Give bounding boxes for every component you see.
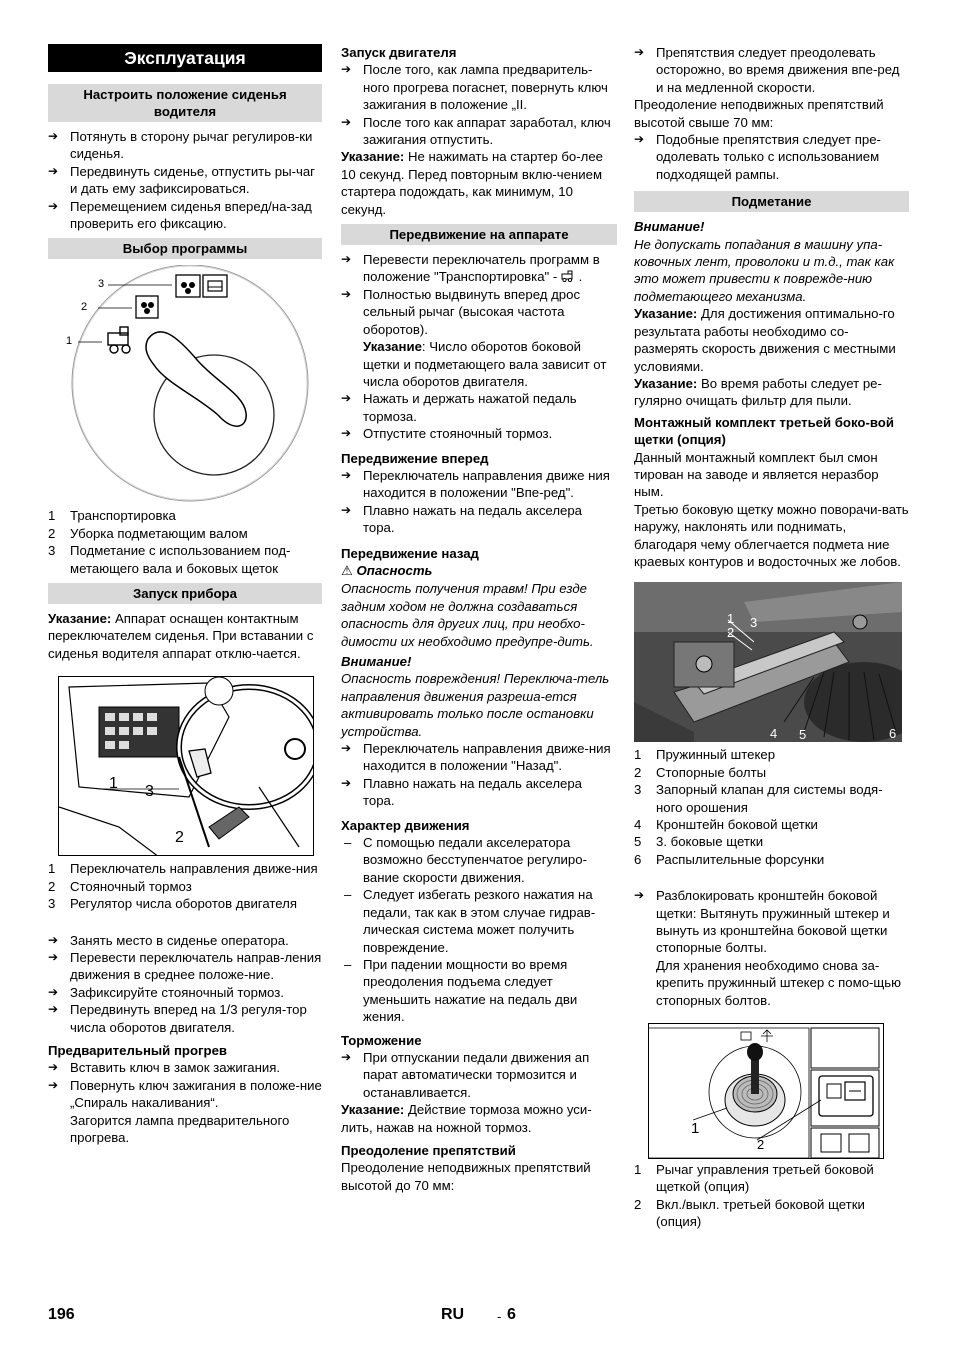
- braking-note: Указание: Действие тормоза можно уси-лить, нажав на ножной тормоз.: [341, 1102, 592, 1135]
- brush-legend-4: 4 Кронштейн боковой щетки: [634, 817, 818, 832]
- sweeping-caution-text: Не допускать попадания в машину упа-ковочных лент, проволоки и т.д., так как это может привести к поврежде-нию подметающего механизма.: [634, 236, 895, 304]
- behavior-item-3: – При падении мощности во время преодоления подъема следует уменьшить нажатие на педаль дви жения.: [341, 956, 617, 1026]
- local-page-number: 6: [507, 1306, 516, 1323]
- heading-obstacles: Преодоление препятствий: [341, 1142, 516, 1158]
- callout-1: 1: [66, 335, 73, 348]
- forward-step-2: ➔ Плавно нажать на педаль акселера тора.: [341, 502, 617, 537]
- roller-icon-3b: [203, 275, 227, 297]
- start-legend-2: 2 Стояночный тормоз: [48, 878, 192, 894]
- obstacles-step-1: ➔ Препятствия следует преодолевать осторожно, во время движения впе-ред и на медленной скорости.: [634, 44, 909, 96]
- control-panel-figure: [648, 1023, 884, 1159]
- heading-preheat: Предварительный прогрев: [48, 1042, 228, 1058]
- start-step-2: ➔ Перевести переключатель направ-ления движения в среднее положе-ние.: [48, 949, 322, 984]
- start-legend-1: 1 Переключатель направления движе-ния: [48, 861, 318, 877]
- dash-callout-2: 2: [175, 829, 184, 847]
- seat-step-3: ➔ Перемещением сиденья вперед/на-зад проверить его фиксацию.: [48, 198, 322, 233]
- driving-step-3: ➔ Нажать и держать нажатой педаль тормоза.: [341, 390, 617, 425]
- side-brush-photo: [634, 582, 902, 742]
- obstacles-text-2: Преодоление неподвижных препятствий высотой свыше 70 мм:: [634, 97, 884, 130]
- driving-step-4: ➔ Отпустите стояночный тормоз.: [341, 425, 617, 442]
- sweep-icon-3a: [176, 275, 200, 297]
- danger-text: Опасность получения травм! При езде задним ходом не должна создаваться опасность для других лиц, при необхо-димости их необходимо предупре-дить.: [341, 581, 594, 649]
- program-legend-3: 3 Подметание с использованием под-метающего вала и боковых щеток: [48, 543, 291, 576]
- brush-legend-1: 1 Пружинный штекер: [634, 747, 776, 763]
- danger-label: ⚠ Опасность: [341, 562, 433, 579]
- photo-callout-2: 2: [727, 625, 735, 641]
- panel-callout-1: 1: [691, 1120, 700, 1138]
- transport-icon: [561, 270, 575, 282]
- engine-step-1: ➔ После того, как лампа предваритель-ного прогрева погаснет, повернуть ключ зажигания в положение „II.: [341, 61, 617, 113]
- start-step-3: ➔ Зафиксируйте стояночный тормоз.: [48, 984, 322, 1001]
- start-note: Указание: Аппарат оснащен контактным переключателем сиденья. При вставании с сиденья водителя аппарат отклю-чается.: [48, 611, 314, 661]
- column-middle: [341, 44, 617, 1194]
- photo-callout-1: 1: [727, 611, 735, 627]
- program-legend-1: 1 Транспортировка: [48, 508, 176, 524]
- sweeping-note-2: Указание: Во время работы следует ре-гулярно очищать фильтр для пыли.: [634, 375, 882, 409]
- callout-3: 3: [98, 278, 105, 291]
- reverse-caution-text: Опасность повреждения! Переключа-тель направления движения разреша-ется активировать только после остановки устройства.: [341, 671, 610, 739]
- reverse-step-1: ➔ Переключатель направления движе-ния находится в положении "Назад".: [341, 740, 617, 775]
- brush-storage-text: Для хранения необходимо снова за-крепить пружинный штекер с помо-щью стопорных болтов.: [656, 957, 902, 1008]
- dashboard-drawing: [59, 677, 314, 856]
- reverse-step-2: ➔ Плавно нажать на педаль акселера тора.: [341, 775, 617, 810]
- heading-seat: Настроить положение сиденья водителя: [48, 84, 322, 122]
- heading-program: Выбор программы: [48, 238, 322, 259]
- preheat-after: Загорится лампа предварительного прогрева.: [70, 1112, 290, 1145]
- callout-2: 2: [81, 301, 88, 314]
- driving-step-1: ➔ Перевести переключатель программ в положение "Транспортировка" - .: [341, 251, 617, 286]
- heading-reverse: Передвижение назад: [341, 545, 479, 561]
- start-step-1: ➔ Занять место в сиденье оператора.: [48, 932, 322, 949]
- driving-step-2: ➔ Полностью выдвинуть вперед дрос сельный рычаг (высокая частота оборотов).: [341, 286, 617, 338]
- program-dial-illustration: [48, 265, 322, 507]
- engine-step-2: ➔ После того как аппарат заработал, ключ зажигания отпустить.: [341, 114, 617, 149]
- engine-note: Указание: Не нажимать на стартер бо-лее 10 секунд. Перед повторным вклю-чением стартера подождать, как минимум, 10 секунд.: [341, 149, 603, 217]
- heading-driving: Передвижение на аппарате: [341, 224, 617, 245]
- heading-sweeping: Подметание: [634, 191, 909, 212]
- control-panel-drawing: [649, 1024, 884, 1159]
- dash-callout-1: 1: [109, 775, 118, 793]
- photo-callout-4: 4: [770, 726, 778, 742]
- behavior-item-1: – С помощью педали акселератора возможно бесступенчатое регулиро-вание скорости движения.: [341, 834, 617, 886]
- language-code: RU: [441, 1306, 465, 1323]
- obstacles-step-2: ➔ Подобные препятствия следует пре-одолевать только с использованием подходящей рампы.: [634, 131, 909, 183]
- page-number: 196: [48, 1306, 75, 1323]
- braking-step: ➔ При отпускании педали движения ап парат автоматически тормозится и останавливается.: [341, 1049, 617, 1101]
- transport-icon-1: [108, 327, 130, 353]
- seat-step-2: ➔ Передвинуть сиденье, отпустить ры-чаг и дать ему зафиксироваться.: [48, 163, 322, 198]
- sweeping-caution-label: Внимание!: [634, 219, 705, 235]
- third-brush-p2: Третью боковую щетку можно поворачи-вать наружу, наклонять или поднимать, благодаря чему облегчается подмета ние краевых контуров и водосточных же лобов.: [634, 501, 909, 569]
- heading-braking: Торможение: [341, 1032, 422, 1048]
- dashboard-photo: [58, 676, 314, 856]
- dash-callout-3: 3: [145, 783, 154, 801]
- heading-behavior: Характер движения: [341, 817, 470, 833]
- seat-step-1: ➔ Потянуть в сторону рычаг регулиров-ки сиденья.: [48, 128, 322, 163]
- heading-third-brush: Монтажный комплект третьей боко-вой щетки (опция): [634, 414, 894, 448]
- brush-legend-6: 6 Распылительные форсунки: [634, 851, 825, 867]
- brush-legend-3: 3 Запорный клапан для системы водя-ного орошения: [634, 782, 883, 815]
- third-brush-p1: Данный монтажный комплект был смон тирован на заводе и является неразбор ным.: [634, 449, 879, 500]
- preheat-step-2: ➔ Повернуть ключ зажигания в положе-ние „Спираль накаливания“.: [48, 1077, 322, 1112]
- start-step-4: ➔ Передвинуть вперед на 1/3 регуля-тор числа оборотов двигателя.: [48, 1001, 322, 1036]
- preheat-step-1: ➔ Вставить ключ в замок зажигания.: [48, 1059, 322, 1076]
- start-legend-3: 3 Регулятор числа оборотов двигателя: [48, 896, 297, 912]
- obstacles-text-1: Преодоление неподвижных препятствий высотой до 70 мм:: [341, 1160, 591, 1193]
- photo-callout-3: 3: [750, 615, 758, 631]
- heading-forward: Передвижение вперед: [341, 450, 489, 466]
- brush-legend-5: 5 3. боковые щетки: [634, 834, 764, 850]
- panel-legend-1: 1 Рычаг управления третьей боковой щеткой (опция): [634, 1162, 874, 1195]
- driving-note: Указание: Число оборотов боковой щетки и подметающего вала зависит от числа оборотов двигателя.: [363, 339, 607, 389]
- heading-start: Запуск прибора: [48, 583, 322, 604]
- section-title: Эксплуатация: [48, 44, 322, 72]
- column-left: [48, 44, 322, 1146]
- panel-legend-2: 2 Вкл./выкл. третьей боковой щетки (опция): [634, 1196, 865, 1230]
- warning-triangle-icon: ⚠: [341, 563, 353, 579]
- side-brush-drawing: [634, 582, 902, 742]
- program-selector-figure: [48, 265, 322, 507]
- photo-callout-6: 6: [889, 726, 897, 742]
- heading-engine: Запуск двигателя: [341, 45, 457, 60]
- panel-callout-2: 2: [757, 1137, 765, 1153]
- brush-legend-2: 2 Стопорные болты: [634, 764, 767, 780]
- column-right: [634, 44, 909, 1231]
- photo-callout-5: 5: [799, 727, 807, 743]
- sweep-icon-2: [136, 296, 158, 318]
- behavior-item-2: – Следует избегать резкого нажатия на педали, так как в этом случае гидрав-лическая система может получить повреждение.: [341, 886, 617, 956]
- brush-unlock-step: ➔ Разблокировать кронштейн боковой щетки: Вытянуть пружинный штекер и вынуть из кронштейна боковой щетки стопорные болты.: [634, 887, 909, 957]
- program-legend-2: 2 Уборка подметающим валом: [48, 525, 248, 541]
- reverse-caution-label: Внимание!: [341, 654, 412, 669]
- forward-step-1: ➔ Переключатель направления движе ния находится в положении "Впе-ред".: [341, 467, 617, 502]
- footer-separator: -: [497, 1309, 502, 1324]
- sweeping-note-1: Указание: Для достижения оптимально-го результата работы необходимо со-размерять скорость движения с местными условиями.: [634, 306, 896, 374]
